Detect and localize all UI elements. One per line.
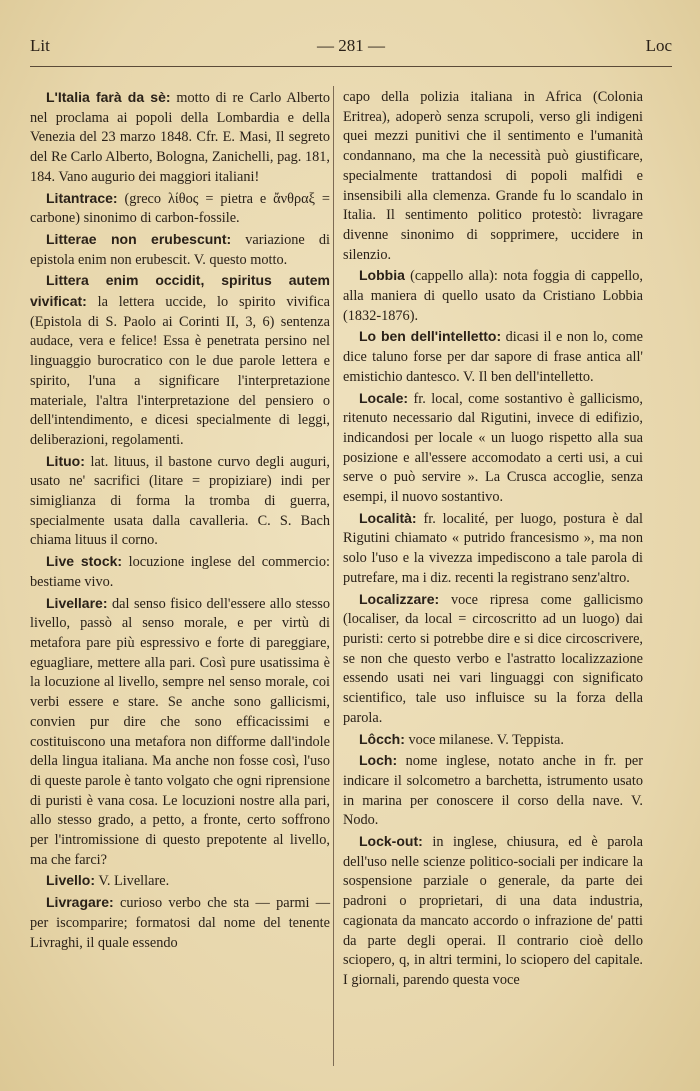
entry-headword: Lituo: — [46, 452, 85, 469]
entry — [30, 88, 330, 188]
entry — [30, 452, 330, 552]
entry — [343, 266, 643, 326]
entry — [30, 594, 330, 871]
entry-headword: Livello: — [46, 872, 96, 889]
entry-body: dal senso fisico dell'essere allo stesso livello, passò al senso morale, e per virtù di metafora pare più espressivo e forte di pareggiare, eguagliare, mettere alla pari. Così pure usatissima è la locuzione al livello, sempre nel senso morale, coi verbi essere e stare. Se anche sono gallicismi, convien pur dire che sono efficacissimi e costituiscono una metafora non difforme dall'indole della lingua italiana. Ma anche non fosse così, l'uso di queste parole è tanto volgato che ogni riprensione di puristi è vana cosa. Le locuzioni nostre alla pari, allo stesso grado, a petto, a fronte, certo soffrono per l'intromissione di questo prepotente al livello, ma che farci? — [30, 595, 330, 868]
page-number: — 281 — — [317, 36, 385, 55]
entry-body: dicasi il e non lo, come dice taluno forse per dar sapore di frase antica all' emistichio dantesco. V. Il ben dell'intelletto. — [343, 329, 644, 385]
entry-body: variazione di epistola enim non erubescit. V. questo motto. — [30, 231, 330, 268]
header-rule — [30, 66, 672, 67]
entry-continuation — [343, 88, 643, 265]
entry-headword: Lock-out: — [359, 833, 423, 850]
entry-headword: Localizzare: — [359, 590, 440, 607]
entry-headword: Littera enim occidit, spiritus autem vivificat: — [30, 272, 330, 310]
entry-body: locuzione inglese del commercio: bestiame vivo. — [30, 554, 331, 590]
entry — [343, 590, 643, 729]
entry-body: (cappello alla): nota foggia di cappello, alla maniera di quello usato da Cristiano Lobbia (1832-1876). — [343, 268, 643, 324]
entry-body: (greco λίθος = pietra e ἄνθραξ = carbone) sinonimo di carbon-fossile. — [30, 190, 330, 227]
entry — [343, 509, 643, 589]
header-left-guideword: Lit — [30, 36, 50, 55]
entry — [30, 552, 330, 592]
entry-headword: Lo ben dell'intelletto: — [359, 328, 502, 345]
entry-headword: Località: — [359, 509, 417, 526]
page-header — [30, 36, 672, 62]
entry-body: voce milanese. V. Teppista. — [408, 731, 564, 748]
entry — [343, 327, 643, 387]
entry — [30, 871, 330, 892]
entry — [30, 230, 330, 270]
entry-body: in inglese, chiusura, ed è parola dell'uso nelle scienze politico-sociali per indicare la sospensione parziale o generale, da parte dei padroni o proprietari, di una data industria, cagionata da mancato accordo o infrazione de' patti da parte degli operai. Il contrario cioè dello sciopero, q, in altri termini, lo sciopero del capitale. I giornali, parendo questa voce — [343, 834, 643, 988]
entry-body: la lettera uccide, lo spirito vivifica (Epistola di S. Paolo ai Corinti II, 3, 6) sentenza audace, vera e felice! Essa è penetrata persino nel linguaggio burocratico con le due parole lettera e spirito, l'una a significare l'interpretazione materiale, l'altra l'interpretazione del pensiero o dell'intendimento, e dicesi specialmente di leggi, deliberazioni, regolamenti. — [30, 294, 330, 448]
entry-body: lat. lituus, il bastone curvo degli auguri, usato ne' sacrifici (litare = propiziare) indi per simiglianza di forma la tromba di guerra, specialmente usata dalla cavalleria. C. S. Bach chiama lituus il corno. — [30, 453, 331, 549]
entry-body: fr. localité, per luogo, postura è dal Rigutini chiamato « putrido francesismo », ma non solo l'uso e la vivezza impediscono a tale parola di putrefare, ma i diz. recenti la registrano senz'altro. — [343, 510, 643, 586]
entry-body: motto di re Carlo Alberto nel proclama ai popoli della Lombardia e della Venezia del 23 marzo 1848. Cfr. E. Masi, Il segreto del Re Carlo Alberto, Bologna, Zanichelli, pag. 181, 184. Vano augurio dei maggiori italiani! — [30, 90, 330, 185]
entry-headword: Locale: — [359, 389, 409, 406]
entry-headword: Live stock: — [46, 553, 123, 570]
entry — [30, 893, 330, 953]
entry-headword: Litterae non erubescunt: — [46, 230, 232, 247]
right-column — [343, 88, 643, 992]
entry-body: capo della polizia italiana in Africa (Colonia Eritrea), adoperò senza scrupoli, verso gli indigeni quei mezzi punitivi che il sentimento e l'umanità condannano, ma che la necessità può giustificare, specialmente trattandosi di popoli malfidi e insensibili alla clemenza. Grande fu lo scandalo in Italia. Il sentimento politico protestò: livragare divenne sinonimo di sopprimere, uccidere in silenzio. — [343, 89, 643, 263]
entry-headword: Loch: — [359, 752, 398, 769]
entry-body: fr. local, come sostantivo è gallicismo, ritenuto necessario dal Rigutini, invece di edifizio, indicandosi per locale « un luogo rispetto alla sua posizione e all'essere accomodato a certi usi, a cui serve o può servire ». La Crusca accoglie, senza esempi, il nuovo sostantivo. — [343, 390, 643, 506]
entry — [30, 189, 330, 229]
entry — [343, 832, 643, 991]
entry — [30, 271, 330, 450]
entry-headword: L'Italia farà da sè: — [46, 89, 171, 105]
entry — [343, 730, 643, 751]
column-divider — [333, 86, 334, 1066]
entry-headword: Livragare: — [46, 894, 114, 911]
entry — [343, 751, 643, 831]
entry-headword: Lôcch: — [359, 730, 405, 747]
header-right-guideword: Loc — [645, 36, 672, 55]
entry-body: nome inglese, notato anche in fr. per indicare il solcometro a barchetta, istrumento usato in marina per conoscere il corso della nave. V. Nodo. — [343, 753, 644, 829]
entry — [343, 389, 643, 508]
entry-body: voce ripresa come gallicismo (localiser, da local = circoscritto ad un luogo) dai puristi: certo si potrebbe dire e si dice circoscrivere, se non che questo verbo e l'astratto localizzazione essendo usati nei vari linguaggi con significato scientifico, tale uso influisce su la forza della parola. — [343, 591, 643, 726]
entry-headword: Lobbia — [359, 267, 405, 284]
entry-headword: Livellare: — [46, 594, 108, 611]
left-column — [30, 88, 330, 954]
entry-body: curioso verbo che sta — parmi — per iscomparire; formatosi dal nome del tenente Livraghi, il quale essendo — [30, 895, 331, 951]
entry-headword: Litantrace: — [46, 189, 118, 206]
entry-body: V. Livellare. — [98, 873, 170, 890]
